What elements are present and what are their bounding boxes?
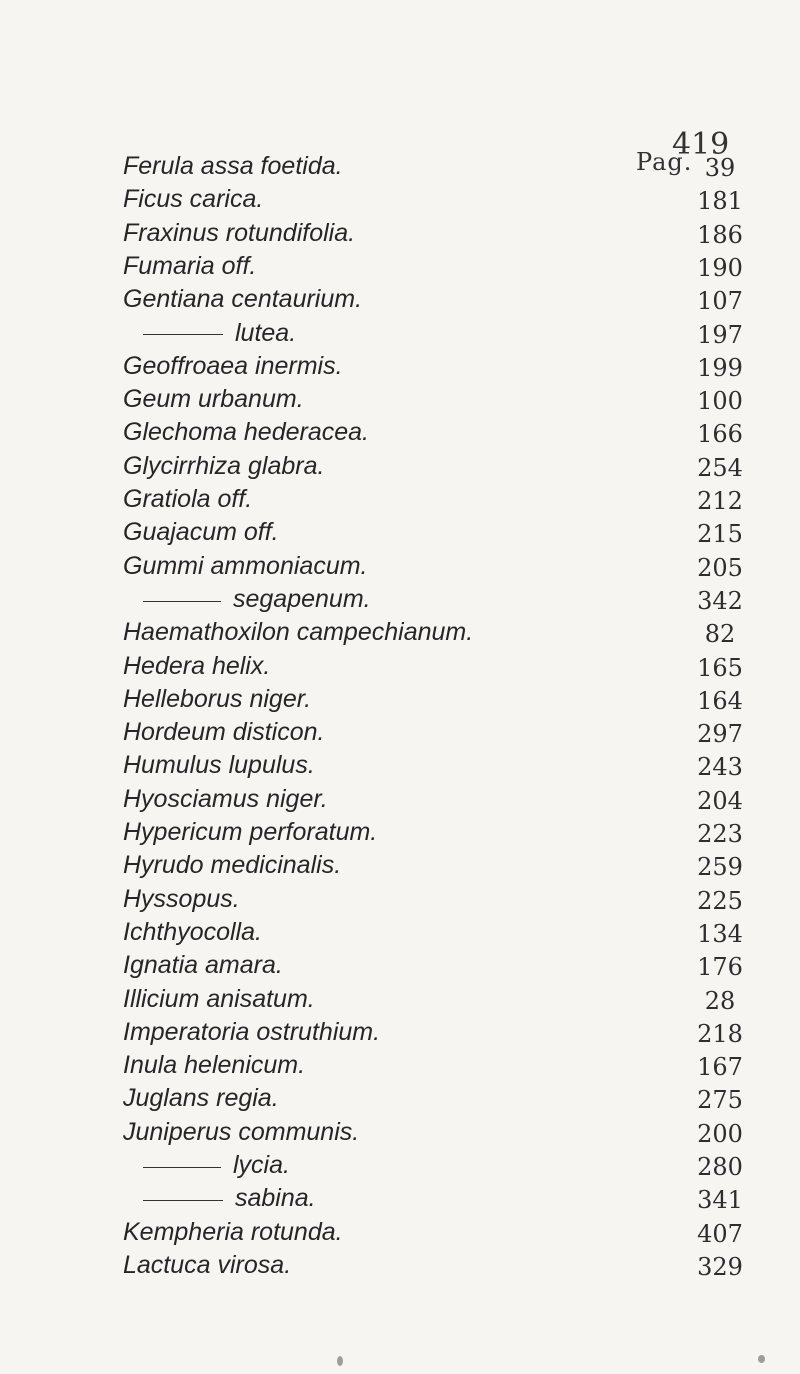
entry-name	[143, 317, 296, 350]
entry-name: Ficus carica.	[123, 185, 264, 214]
page-number: 419	[672, 127, 730, 162]
ditto-dash	[143, 334, 223, 335]
entry-name: Juglans regia.	[123, 1084, 279, 1113]
entry-page-number: 134	[697, 919, 743, 948]
ditto-dash	[143, 1167, 221, 1168]
pag-label: Pag.	[636, 148, 693, 176]
index-entry	[0, 1149, 800, 1182]
entry-page-number: 197	[697, 320, 743, 349]
entry-page-number: 329	[697, 1252, 743, 1281]
entry-name: Fumaria off.	[123, 251, 257, 280]
index-entry	[0, 1249, 800, 1282]
entry-page-number: 223	[697, 820, 743, 848]
entry-page-number: 275	[697, 1086, 743, 1115]
entry-name: Geoffroaea inermis.	[123, 351, 343, 380]
index-entry	[0, 1049, 800, 1082]
ditto-dash	[143, 1200, 223, 1201]
entry-name: Ignatia amara.	[123, 951, 283, 980]
entry-name: Fraxinus rotundifolia.	[123, 218, 356, 247]
index-entry	[0, 383, 800, 416]
entry-page-number: 199	[697, 353, 743, 382]
entry-page-number: 176	[697, 953, 743, 982]
index-entry	[0, 183, 800, 216]
entry-name: Gummi ammoniacum.	[123, 551, 368, 580]
entry-name: Glechoma hederacea.	[123, 418, 369, 447]
entry-page-number: 215	[697, 520, 743, 549]
entry-page-number: 28	[704, 986, 736, 1015]
entry-page-number: 190	[697, 253, 743, 282]
entry-name-text: lycia.	[233, 1151, 290, 1179]
entry-page-number: 341	[697, 1186, 743, 1215]
index-entry	[0, 150, 800, 183]
entry-name: Hyrudo medicinalis.	[123, 851, 342, 880]
entry-name: Helleborus niger.	[123, 684, 312, 713]
entry-page-number: 204	[697, 786, 743, 815]
entry-page-number: 218	[697, 1019, 743, 1048]
entry-name-text: sabina.	[235, 1184, 316, 1213]
entry-name: Hyssopus.	[123, 884, 240, 913]
entry-page-number: 82	[704, 620, 736, 649]
index-entry	[0, 716, 800, 749]
index-entry	[0, 683, 800, 716]
index-entry	[0, 283, 800, 316]
index-entry	[0, 516, 800, 549]
entry-page-number: 165	[697, 653, 743, 682]
entry-name: Guajacum off.	[123, 518, 279, 547]
index-entry	[0, 416, 800, 449]
ink-spot	[758, 1355, 765, 1363]
index-entry	[0, 983, 800, 1016]
index-entry	[0, 450, 800, 483]
index-entry	[0, 616, 800, 649]
entry-name: Gentiana centaurium.	[123, 285, 363, 314]
entry-page-number: 39	[704, 154, 736, 182]
entry-name: Kempheria rotunda.	[123, 1217, 343, 1246]
entry-page-number: 407	[697, 1219, 743, 1248]
entry-name: Hyosciamus niger.	[123, 784, 328, 813]
index-entry	[0, 583, 800, 616]
index-entry	[0, 916, 800, 949]
entry-name: Geum urbanum.	[123, 385, 304, 414]
index-entry	[0, 883, 800, 916]
index-entry	[0, 217, 800, 250]
entry-name: Inula helenicum.	[123, 1051, 306, 1080]
entry-name: Illicium anisatum.	[123, 984, 315, 1013]
entry-name: Ichthyocolla.	[123, 917, 262, 946]
index-entry	[0, 749, 800, 782]
entry-name: Imperatoria ostruthium.	[123, 1017, 381, 1046]
index-entry	[0, 317, 800, 350]
entry-name: Hedera helix.	[123, 651, 271, 680]
entry-name: Juniperus communis.	[123, 1117, 360, 1146]
entry-name: Ferula assa foetida.	[123, 152, 343, 180]
index-entry	[0, 250, 800, 283]
index-entry	[0, 949, 800, 982]
index-entry	[0, 350, 800, 383]
entry-page-number: 225	[697, 886, 743, 915]
entry-name-text: segapenum.	[233, 584, 371, 613]
entry-name: Glycirrhiza glabra.	[123, 451, 325, 480]
entry-page-number: 186	[697, 220, 743, 249]
entry-name: Haemathoxilon campechianum.	[123, 618, 474, 647]
entry-page-number: 100	[697, 387, 743, 416]
entry-page-number: 107	[697, 287, 743, 316]
entry-name: Hypericum perforatum.	[123, 818, 378, 846]
index-entry	[0, 816, 800, 849]
entry-page-number: 342	[697, 586, 743, 615]
entry-page-number: 254	[697, 453, 743, 482]
entry-page-number: 164	[697, 686, 743, 715]
index-entry	[0, 783, 800, 816]
entry-name: Lactuca virosa.	[123, 1250, 292, 1279]
entry-page-number: 243	[697, 753, 743, 782]
ink-spot	[337, 1356, 343, 1366]
entry-name	[143, 1182, 316, 1215]
entry-name: Hordeum disticon.	[123, 718, 325, 747]
entry-name: Humulus lupulus.	[123, 751, 315, 780]
entry-name	[143, 1149, 290, 1182]
index-entry	[0, 650, 800, 683]
entry-page-number: 212	[697, 487, 743, 515]
index-entry	[0, 1116, 800, 1149]
index-entry	[0, 1016, 800, 1049]
index-entry	[0, 483, 800, 516]
entry-page-number: 280	[697, 1153, 743, 1181]
entry-page-number: 200	[697, 1119, 743, 1148]
entry-name-text: lutea.	[235, 318, 297, 347]
entry-name: Gratiola off.	[123, 485, 253, 513]
entry-page-number: 259	[697, 853, 743, 882]
index-entry	[0, 849, 800, 882]
index-entry	[0, 550, 800, 583]
index-entry	[0, 1216, 800, 1249]
index-entry	[0, 1182, 800, 1215]
entry-page-number: 167	[697, 1053, 743, 1082]
entry-page-number: 166	[697, 420, 743, 449]
index-entry	[0, 1082, 800, 1115]
entry-page-number: 181	[697, 187, 743, 216]
entry-name	[143, 583, 371, 616]
entry-page-number: 297	[697, 720, 743, 749]
ditto-dash	[143, 601, 221, 602]
entry-page-number: 205	[697, 553, 743, 582]
